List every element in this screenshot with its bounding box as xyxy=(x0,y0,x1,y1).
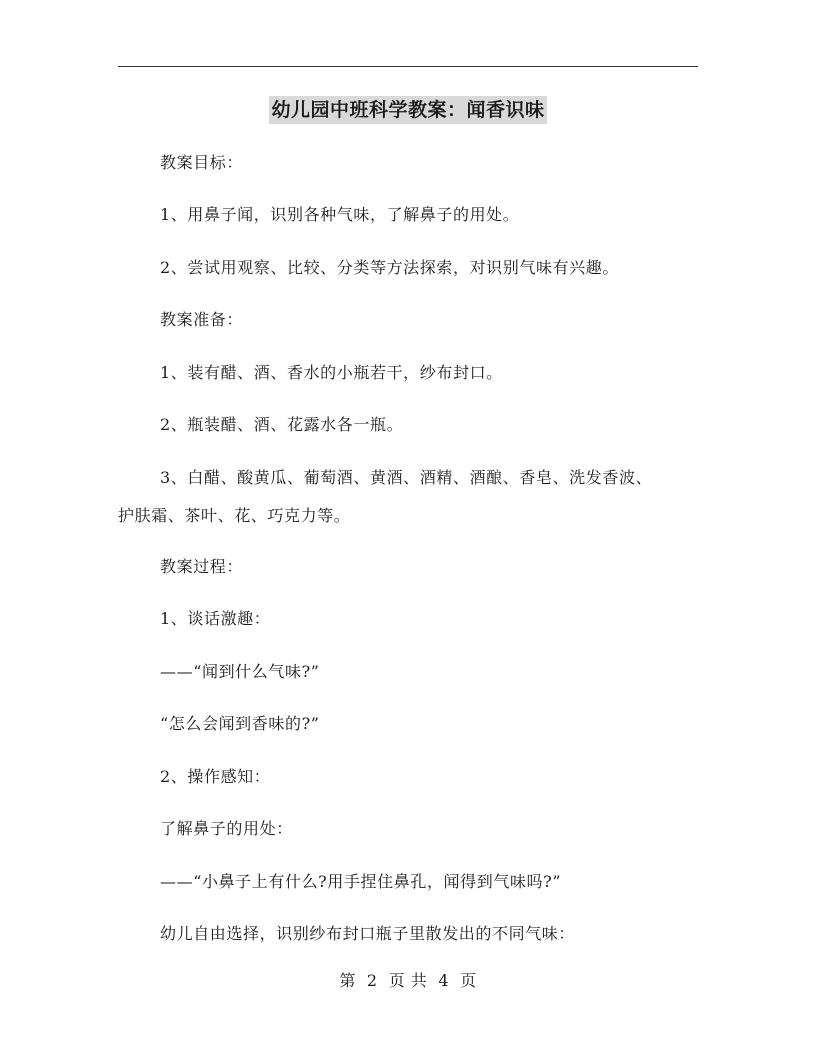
paragraph-nose-use: 了解鼻子的用处： xyxy=(160,819,293,838)
paragraph-preparation-2: 2、瓶装醋、酒、花露水各一瓶。 xyxy=(160,415,404,434)
paragraph-question-3: ——“小鼻子上有什么?用手捏住鼻孔，闻得到气味吗?” xyxy=(160,872,562,891)
paragraph-preparation-3-line-2: 护肤霜、茶叶、花、巧克力等。 xyxy=(118,506,351,525)
paragraph-process-step-2: 2、操作感知： xyxy=(160,767,271,786)
footer-total-pages: 4 xyxy=(438,971,450,990)
paragraph-question-1: ——“闻到什么气味?” xyxy=(160,662,320,681)
paragraph-process-heading: 教案过程： xyxy=(160,557,244,576)
paragraph-preparation-1: 1、装有醋、酒、香水的小瓶若干，纱布封口。 xyxy=(160,363,503,382)
header-rule xyxy=(118,66,698,67)
paragraph-preparation-heading: 教案准备： xyxy=(160,310,244,329)
paragraph-objective-2: 2、尝试用观察、比较、分类等方法探索，对识别气味有兴趣。 xyxy=(160,258,619,277)
footer-middle: 页 共 xyxy=(388,971,428,990)
footer-page-number: 2 xyxy=(366,971,378,990)
paragraph-objective-1: 1、用鼻子闻，识别各种气味，了解鼻子的用处。 xyxy=(160,205,520,224)
paragraph-process-step-1: 1、谈话激趣： xyxy=(160,609,271,628)
paragraph-free-choice: 幼儿自由选择，识别纱布封口瓶子里散发出的不同气味： xyxy=(160,924,576,943)
paragraph-preparation-3-line-1: 3、白醋、酸黄瓜、葡萄酒、黄酒、酒精、酒酿、香皂、洗发香波、 xyxy=(160,468,653,487)
document-title: 幼儿园中班科学教案：闻香识味 xyxy=(269,96,546,124)
footer-prefix: 第 xyxy=(339,971,356,990)
page-footer xyxy=(0,970,816,992)
paragraph-question-2: “怎么会闻到香味的?” xyxy=(160,714,320,733)
paragraph-objectives-heading: 教案目标： xyxy=(160,153,244,172)
footer-suffix: 页 xyxy=(460,971,477,990)
title-container xyxy=(0,96,816,124)
